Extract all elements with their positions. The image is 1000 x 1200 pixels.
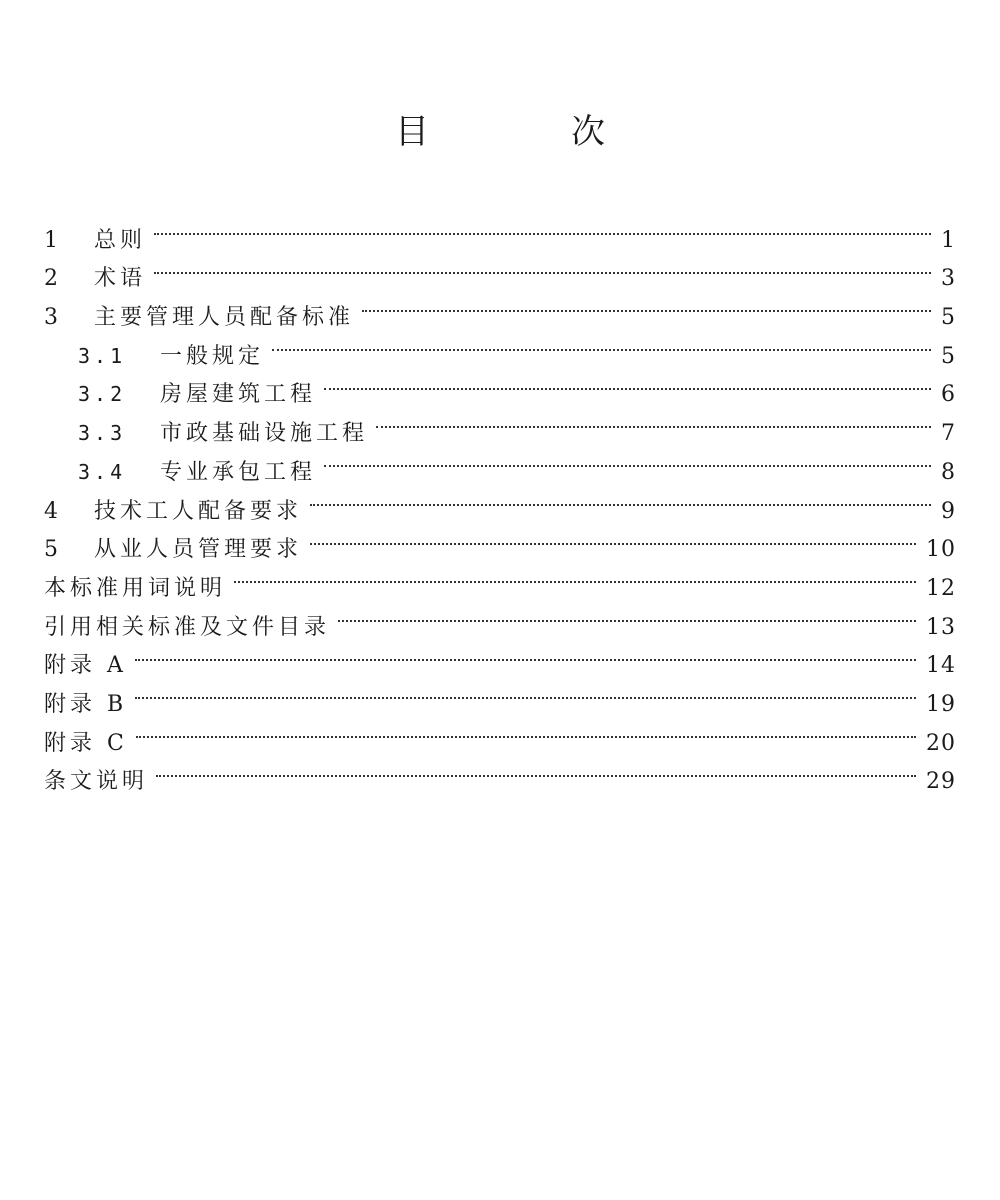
toc-entry-title: 从业人员管理要求 (94, 537, 303, 563)
toc-dot-leader (136, 711, 916, 750)
toc-entry[interactable] (44, 634, 956, 679)
table-of-contents (44, 208, 956, 795)
toc-entry-page: 14 (926, 653, 956, 679)
toc-entry-number: 5 (44, 537, 60, 563)
page-title: 目 次 (395, 112, 659, 152)
toc-entry-page: 1 (941, 227, 956, 253)
toc-dot-leader (310, 518, 916, 557)
toc-entry-page: 12 (926, 575, 956, 601)
toc-dot-leader (376, 401, 931, 440)
toc-entry[interactable] (44, 672, 956, 717)
toc-entry-page: 8 (941, 459, 956, 485)
toc-dot-leader (362, 285, 931, 324)
toc-entry-page: 5 (941, 343, 956, 369)
toc-entry-page: 19 (926, 691, 956, 717)
toc-entry[interactable] (44, 247, 956, 292)
toc-entry-page: 10 (926, 537, 956, 563)
toc-dot-leader (324, 363, 931, 402)
toc-entry-page: 9 (941, 498, 956, 524)
toc-dot-leader (310, 479, 931, 518)
toc-entry-number: 3.3 (78, 421, 127, 446)
toc-dot-leader (272, 324, 931, 363)
toc-dot-leader (135, 634, 916, 673)
toc-entry-page: 20 (926, 730, 956, 756)
toc-dot-leader (154, 208, 931, 247)
toc-entry-number: 4 (44, 498, 60, 524)
toc-entry-page: 29 (926, 769, 956, 795)
toc-entry-page: 6 (941, 382, 956, 408)
toc-entry-title: 专业承包工程 (160, 459, 317, 485)
toc-dot-leader (135, 672, 916, 711)
toc-entry-title: 总则 (94, 227, 147, 253)
toc-dot-leader (156, 750, 916, 789)
toc-entry[interactable] (44, 208, 956, 253)
toc-entry-title: 市政基础设施工程 (160, 421, 369, 447)
toc-entry[interactable] (44, 750, 956, 795)
toc-entry-title: 条文说明 (44, 769, 149, 795)
toc-entry-number: 3.4 (78, 459, 127, 484)
toc-entry-page: 3 (941, 266, 956, 292)
toc-dot-leader (338, 595, 916, 634)
toc-entry-title: 技术工人配备要求 (94, 498, 303, 524)
toc-entry-title: 本标准用词说明 (44, 575, 227, 601)
toc-entry-title: 附录 A (44, 653, 127, 679)
toc-dot-leader (234, 556, 916, 595)
toc-entry-title: 附录 B (44, 691, 128, 717)
toc-entry[interactable] (44, 711, 956, 756)
toc-entry-number: 3.2 (78, 382, 127, 407)
toc-entry-title: 术语 (94, 266, 147, 292)
toc-entry-title: 主要管理人员配备标准 (94, 305, 355, 331)
toc-entry-title: 附录 C (44, 730, 128, 756)
toc-entry-title: 房屋建筑工程 (160, 382, 317, 408)
toc-entry-title: 一般规定 (160, 343, 265, 369)
toc-entry-page: 13 (926, 614, 956, 640)
toc-dot-leader (324, 440, 931, 479)
toc-entry[interactable] (44, 285, 956, 331)
toc-entry-title: 引用相关标准及文件目录 (44, 614, 331, 640)
toc-dot-leader (154, 247, 931, 286)
toc-entry-page: 7 (941, 421, 956, 447)
toc-entry-number: 3.1 (78, 343, 127, 368)
toc-entry-page: 5 (941, 305, 956, 331)
toc-entry-number: 3 (44, 305, 60, 331)
toc-entry-number: 2 (44, 266, 60, 292)
toc-entry-number: 1 (44, 227, 60, 253)
